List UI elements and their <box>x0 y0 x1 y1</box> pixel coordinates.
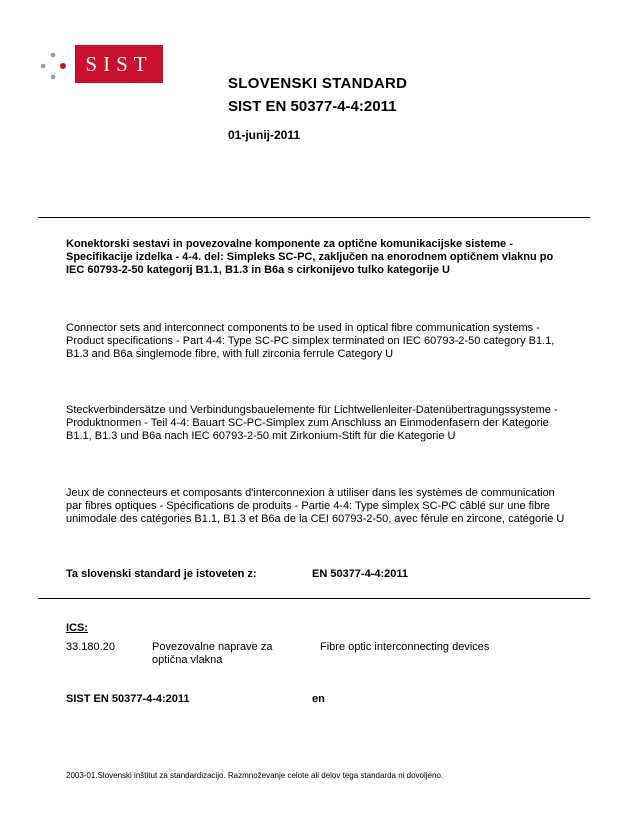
publication-date: 01-junij-2011 <box>228 128 301 142</box>
sist-logo <box>75 45 163 83</box>
ics-code: 33.180.20 <box>66 641 115 653</box>
logo-text: SIST <box>85 51 153 76</box>
title-slovenian: Konektorski sestavi in povezovalne komponente za optične komunikacijske sisteme - Specifikacije izdelka - 4-4. del: Simpleks SC-PC, zaključen na enorodnem optičnem vlaknu po IEC 60793-2-50 kategorij B1.1, B1.3 in B6a s cirkonijevo tulko kategorije U <box>66 238 554 276</box>
document-language: en <box>312 693 325 705</box>
sist-dots-icon <box>36 49 70 83</box>
divider-bottom <box>38 598 590 599</box>
identical-label: Ta slovenski standard je istoveten z: <box>66 568 257 580</box>
ics-description-en: Fibre optic interconnecting devices <box>320 641 490 653</box>
identical-value: EN 50377-4-4:2011 <box>312 568 409 580</box>
standard-id: SIST EN 50377-4-4:2011 <box>228 98 397 115</box>
title-french: Jeux de connecteurs et composants d'interconnexion à utiliser dans les systèmes de communication par fibres optiques - Spécifications de produits - Partie 4-4: Type simplex SC-PC câblé sur une fibre unimodale des catégories B1.1, B1.3 et B6a de la CEI 60793-2-50, avec férule en zircone, catégorie U <box>66 487 565 525</box>
divider-top <box>38 217 590 218</box>
ics-description-sl: Povezovalne naprave za optična vlakna <box>152 641 273 666</box>
document-type-title: SLOVENSKI STANDARD <box>228 75 408 92</box>
title-english: Connector sets and interconnect components to be used in optical fibre communication systems - Product specifications - Part 4-4: Type SC-PC simplex terminated on IEC 60793-2-50 category B1.1, B1.3 and B6a singlemode fibre, with full zirconia ferrule Category U <box>66 322 555 360</box>
copyright-footer: 2003-01.Slovenski inštitut za standardizacijo. Razmnoževanje celote ali delov tega standarda ni dovoljeno. <box>66 771 444 780</box>
title-german: Steckverbindersätze und Verbindungsbauelemente für Lichtwellenleiter-Datenübertragungssysteme - Produktnormen - Teil 4-4: Bauart SC-PC-Simplex zum Anschluss an Einmodenfasern der Kategorie B1.1, B1.3 und B6a nach IEC 60793-2-50 mit Zirkonium-Stift für die Kategorie U <box>66 404 558 442</box>
document-id: SIST EN 50377-4-4:2011 <box>66 693 190 705</box>
ics-label: ICS: <box>66 622 88 634</box>
